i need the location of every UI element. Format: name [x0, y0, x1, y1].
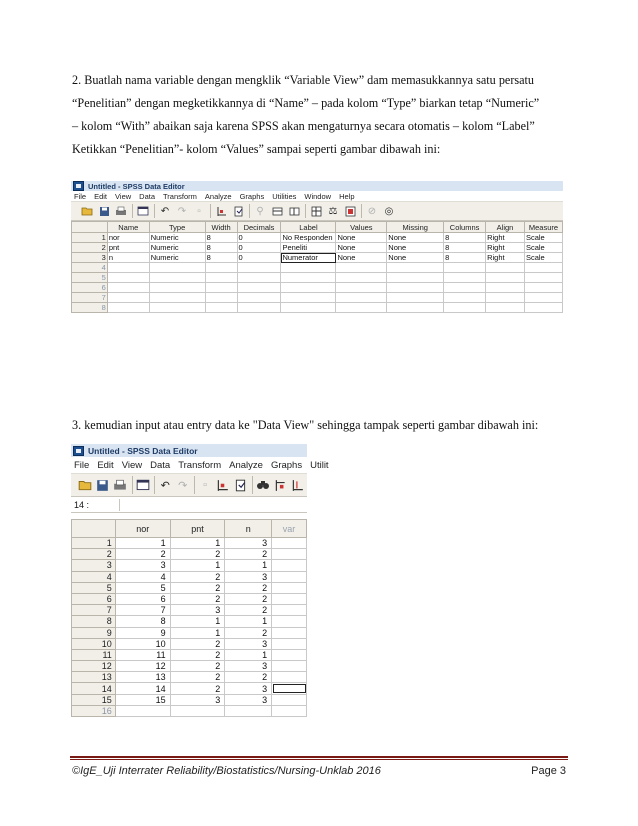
cell-var[interactable]	[272, 627, 307, 638]
spss-app-icon	[73, 446, 84, 456]
spss-app-icon	[73, 181, 84, 191]
toolbar-separator	[132, 204, 133, 218]
data-row	[72, 705, 307, 716]
cell-var[interactable]	[272, 549, 307, 560]
cell-nor[interactable]: 12	[115, 661, 170, 672]
weight-cases-icon[interactable]: ⚖	[328, 205, 338, 217]
cell-columns[interactable]	[444, 283, 486, 293]
grid-header-row	[72, 222, 563, 233]
row-header[interactable]: 4	[72, 571, 116, 582]
cell-decimals[interactable]	[237, 303, 281, 313]
cell-missing[interactable]	[387, 303, 444, 313]
cell-nor[interactable]: 15	[115, 694, 170, 705]
cell-label[interactable]	[281, 283, 336, 293]
row-header[interactable]: 5	[72, 582, 116, 593]
cell-n[interactable]: 3	[225, 661, 272, 672]
cell-n[interactable]: 3	[225, 538, 272, 549]
row-header[interactable]: 5	[72, 273, 108, 283]
use-sets-icon[interactable]: ◎	[384, 205, 394, 217]
cell-align[interactable]	[486, 303, 525, 313]
cell-pnt[interactable]: 3	[170, 694, 225, 705]
cell-label[interactable]	[281, 303, 336, 313]
cell-label[interactable]: No Responden	[281, 233, 336, 243]
cell-missing[interactable]: None	[387, 233, 444, 243]
cell-n[interactable]: 2	[225, 627, 272, 638]
menu-data[interactable]: Data	[139, 191, 155, 201]
toolbar-separator	[305, 204, 306, 218]
cell-n[interactable]: 3	[225, 683, 272, 694]
row-header[interactable]: 7	[72, 293, 108, 303]
cell-nor[interactable]: 9	[115, 627, 170, 638]
variable-row	[72, 283, 563, 293]
menu-window[interactable]: Window	[304, 191, 332, 201]
toolbar-separator	[361, 204, 362, 218]
print-icon[interactable]	[112, 476, 129, 495]
cell-measure[interactable]: Scale	[524, 253, 562, 263]
cell-nor[interactable]: 11	[115, 649, 170, 660]
menu-utilities[interactable]: Utilit	[310, 459, 329, 471]
cell-nor[interactable]: 7	[115, 605, 170, 616]
cell-columns[interactable]: 8	[444, 253, 486, 263]
cell-align[interactable]: Right	[486, 233, 525, 243]
cell-var[interactable]	[272, 571, 307, 582]
cell-name[interactable]: nor	[107, 233, 149, 243]
save-icon[interactable]	[95, 476, 112, 495]
data-row	[72, 627, 307, 638]
goto-chart-icon[interactable]: ▫	[197, 205, 201, 217]
row-header[interactable]: 10	[72, 638, 116, 649]
find-icon[interactable]	[254, 476, 271, 495]
cell-width[interactable]	[205, 303, 237, 313]
variables-icon[interactable]	[232, 476, 249, 495]
cell-name[interactable]	[107, 263, 149, 273]
cell-width[interactable]	[205, 263, 237, 273]
toolbar-separator	[252, 476, 253, 494]
menu-file[interactable]: File	[74, 191, 87, 201]
cell-pnt[interactable]: 2	[170, 661, 225, 672]
cell-n[interactable]: 2	[225, 605, 272, 616]
cell-measure[interactable]	[524, 283, 562, 293]
cell-values[interactable]	[336, 283, 387, 293]
column-header-n[interactable]: n	[225, 520, 272, 538]
data-row	[72, 661, 307, 672]
cell-decimals[interactable]	[237, 263, 281, 273]
cell-var[interactable]	[272, 616, 307, 627]
toolbar	[71, 201, 563, 221]
cell-nor[interactable]: 1	[115, 538, 170, 549]
cell-values[interactable]	[336, 273, 387, 283]
variable-row	[72, 233, 563, 243]
data-row	[72, 549, 307, 560]
cell-measure[interactable]	[524, 263, 562, 273]
cell-width[interactable]	[205, 283, 237, 293]
cell-measure[interactable]: Scale	[524, 243, 562, 253]
column-header-nor[interactable]: nor	[115, 520, 170, 538]
cell-label[interactable]: Numerator	[281, 253, 336, 263]
cell-columns[interactable]	[444, 263, 486, 273]
variable-row	[72, 273, 563, 283]
cell-pnt[interactable]: 2	[170, 649, 225, 660]
cell-pnt[interactable]: 1	[170, 560, 225, 571]
cell-pnt[interactable]: 2	[170, 638, 225, 649]
cell-missing[interactable]	[387, 293, 444, 303]
cell-values[interactable]: None	[336, 243, 387, 253]
data-row	[72, 538, 307, 549]
cell-n[interactable]: 1	[225, 616, 272, 627]
row-header[interactable]: 14	[72, 683, 116, 694]
cell-type[interactable]: Numeric	[149, 253, 205, 263]
column-header-var[interactable]: var	[272, 520, 307, 538]
cell-var[interactable]	[272, 694, 307, 705]
cell-name[interactable]	[107, 293, 149, 303]
row-header[interactable]: 2	[72, 549, 116, 560]
footer-rule-thick	[70, 756, 568, 758]
column-header-columns[interactable]: Columns	[444, 222, 486, 233]
paragraph-line: Ketikkan “Penelitian”- kolom “Values” sampai seperti gambar dibawah ini:	[72, 142, 441, 156]
cell-name[interactable]	[107, 303, 149, 313]
menu-graphs[interactable]: Graphs	[270, 459, 303, 471]
cell-missing[interactable]: None	[387, 243, 444, 253]
page-number: Page 3	[531, 765, 566, 777]
cell-n[interactable]: 1	[225, 560, 272, 571]
find-icon[interactable]: ⚲	[256, 205, 264, 217]
variable-row	[72, 293, 563, 303]
cell-nor[interactable]: 13	[115, 672, 170, 683]
column-header-align[interactable]: Align	[486, 222, 525, 233]
cell-values[interactable]: None	[336, 253, 387, 263]
cell-pnt[interactable]: 2	[170, 672, 225, 683]
cell-nor[interactable]: 4	[115, 571, 170, 582]
variable-row	[72, 303, 563, 313]
toolbar-separator	[132, 476, 133, 494]
cell-var[interactable]	[272, 683, 307, 694]
cell-label[interactable]	[281, 273, 336, 283]
variable-row	[72, 253, 563, 263]
cell-decimals[interactable]	[237, 273, 281, 283]
toolbar-separator	[154, 476, 155, 494]
cell-n[interactable]: 2	[225, 672, 272, 683]
cell-measure[interactable]	[524, 293, 562, 303]
grid-header-row	[72, 520, 307, 538]
row-header[interactable]: 13	[72, 672, 116, 683]
print-icon[interactable]	[113, 203, 129, 219]
cell-missing[interactable]	[387, 273, 444, 283]
cell-align[interactable]: Right	[486, 253, 525, 263]
column-header-type[interactable]: Type	[149, 222, 205, 233]
instruction-paragraph-3	[72, 414, 572, 437]
undo-icon[interactable]: ↶	[160, 205, 170, 217]
column-header-label[interactable]: Label	[281, 222, 336, 233]
cell-nor[interactable]: 2	[115, 549, 170, 560]
data-row	[72, 582, 307, 593]
data-row	[72, 616, 307, 627]
cell-columns[interactable]	[444, 273, 486, 283]
cell-width[interactable]: 8	[205, 243, 237, 253]
paragraph-line: – kolom “With” abaikan saja karena SPSS akan mengaturnya secara otomatis – kolom “Label”	[72, 119, 535, 133]
cell-missing[interactable]: None	[387, 253, 444, 263]
cell-width[interactable]: 8	[205, 253, 237, 263]
cell-reference-label: 14 :	[74, 499, 90, 510]
cell-pnt[interactable]	[170, 705, 225, 716]
cell-n[interactable]: 1	[225, 649, 272, 660]
column-header-pnt[interactable]: pnt	[170, 520, 225, 538]
cell-columns[interactable]: 8	[444, 243, 486, 253]
cell-align[interactable]	[486, 263, 525, 273]
cell-n[interactable]: 2	[225, 582, 272, 593]
goto-chart-icon[interactable]: ▫	[203, 479, 208, 491]
toolbar	[71, 473, 307, 497]
cell-nor[interactable]: 6	[115, 593, 170, 604]
redo-icon[interactable]: ↷	[177, 205, 187, 217]
open-icon[interactable]	[77, 476, 94, 495]
row-header[interactable]: 3	[72, 253, 108, 263]
row-header[interactable]: 6	[72, 593, 116, 604]
row-header[interactable]: 9	[72, 627, 116, 638]
toolbar-separator	[154, 204, 155, 218]
cell-var[interactable]	[272, 560, 307, 571]
cell-label[interactable]: Peneliti	[281, 243, 336, 253]
cell-name[interactable]	[107, 283, 149, 293]
cell-var[interactable]	[272, 705, 307, 716]
cell-align[interactable]	[486, 273, 525, 283]
cell-n[interactable]: 3	[225, 694, 272, 705]
data-row	[72, 605, 307, 616]
cell-name[interactable]: pnt	[107, 243, 149, 253]
value-labels-icon[interactable]: ⊘	[367, 205, 377, 217]
data-row	[72, 649, 307, 660]
insert-variable-icon[interactable]	[289, 476, 306, 495]
cell-align[interactable]: Right	[486, 243, 525, 253]
cell-var[interactable]	[272, 605, 307, 616]
cell-n[interactable]: 3	[225, 571, 272, 582]
toolbar-separator	[249, 204, 250, 218]
cell-pnt[interactable]: 2	[170, 571, 225, 582]
menu-bar	[71, 191, 563, 201]
cell-pnt[interactable]: 2	[170, 582, 225, 593]
row-header[interactable]: 3	[72, 560, 116, 571]
dialog-recall-icon[interactable]	[135, 476, 152, 495]
cell-type[interactable]	[149, 303, 205, 313]
spss-variable-view-window	[71, 181, 563, 322]
cell-n[interactable]: 2	[225, 549, 272, 560]
goto-case-icon[interactable]	[213, 203, 229, 219]
cell-align[interactable]	[486, 283, 525, 293]
cell-var[interactable]	[272, 638, 307, 649]
row-header[interactable]: 7	[72, 605, 116, 616]
cell-width[interactable]: 8	[205, 233, 237, 243]
cell-n[interactable]: 3	[225, 638, 272, 649]
cell-type[interactable]: Numeric	[149, 243, 205, 253]
window-title: Untitled - SPSS Data Editor	[88, 445, 198, 456]
menu-help[interactable]: Help	[339, 191, 355, 201]
row-header[interactable]: 2	[72, 243, 108, 253]
menu-edit[interactable]: Edit	[97, 459, 114, 471]
variable-view-grid	[71, 221, 563, 313]
row-header[interactable]: 8	[72, 303, 108, 313]
paragraph-line: “Penelitian” dengan megketikkannya di “Name” – pada kolom “Type” biarkan tetap “Numeric”	[72, 96, 540, 110]
toolbar-separator	[210, 204, 211, 218]
variable-row	[72, 263, 563, 273]
cell-pnt[interactable]: 1	[170, 616, 225, 627]
cell-decimals[interactable]: 0	[237, 243, 281, 253]
cell-var[interactable]	[272, 672, 307, 683]
menu-view[interactable]: View	[121, 459, 143, 471]
cell-nor[interactable]	[115, 705, 170, 716]
cell-align[interactable]	[486, 293, 525, 303]
cell-name[interactable]	[107, 273, 149, 283]
menu-data[interactable]: Data	[150, 459, 171, 471]
cell-pnt[interactable]: 2	[170, 593, 225, 604]
row-header[interactable]: 16	[72, 705, 116, 716]
cell-type[interactable]	[149, 293, 205, 303]
footer-rule-thin	[70, 759, 568, 760]
open-icon[interactable]	[79, 203, 95, 219]
cell-nor[interactable]: 14	[115, 683, 170, 694]
menu-view[interactable]: View	[115, 191, 132, 201]
row-header[interactable]: 15	[72, 694, 116, 705]
spss-data-view-window	[71, 444, 329, 739]
cell-label[interactable]	[281, 263, 336, 273]
data-row	[72, 593, 307, 604]
dialog-recall-icon[interactable]	[135, 203, 151, 219]
cell-pnt[interactable]: 1	[170, 538, 225, 549]
cell-editor-field[interactable]	[119, 499, 307, 511]
paragraph-line: 2. Buatlah nama variable dengan mengklik “Variable View” dam memasukkannya satu persatu	[72, 73, 535, 87]
cell-nor[interactable]: 3	[115, 560, 170, 571]
variable-row	[72, 243, 563, 253]
menu-transform[interactable]: Transform	[163, 191, 197, 201]
window-title: Untitled - SPSS Data Editor	[88, 181, 185, 191]
data-row	[72, 560, 307, 571]
column-header-values[interactable]: Values	[336, 222, 387, 233]
cell-decimals[interactable]	[237, 283, 281, 293]
cell-var[interactable]	[272, 661, 307, 672]
toolbar-separator	[194, 476, 195, 494]
row-header[interactable]: 1	[72, 538, 116, 549]
cell-nor[interactable]: 8	[115, 616, 170, 627]
window-titlebar	[71, 181, 563, 191]
data-row	[72, 694, 307, 705]
cell-pnt[interactable]: 3	[170, 605, 225, 616]
cell-width[interactable]	[205, 273, 237, 283]
cell-measure[interactable]	[524, 273, 562, 283]
cell-columns[interactable]	[444, 303, 486, 313]
cell-n[interactable]: 2	[225, 593, 272, 604]
menu-graphs[interactable]: Graphs	[239, 191, 265, 201]
cell-values[interactable]: None	[336, 233, 387, 243]
data-row	[72, 638, 307, 649]
cell-n[interactable]	[225, 705, 272, 716]
data-row	[72, 672, 307, 683]
split-file-icon[interactable]	[308, 203, 324, 219]
row-header[interactable]: 12	[72, 661, 116, 672]
corner-cell[interactable]	[72, 222, 108, 233]
cell-pnt[interactable]: 2	[170, 549, 225, 560]
cell-decimals[interactable]: 0	[237, 253, 281, 263]
column-header-decimals[interactable]: Decimals	[237, 222, 281, 233]
variables-icon[interactable]	[230, 203, 246, 219]
cell-width[interactable]	[205, 293, 237, 303]
cell-name[interactable]: n	[107, 253, 149, 263]
column-header-measure[interactable]: Measure	[524, 222, 562, 233]
cell-values[interactable]	[336, 263, 387, 273]
cell-type[interactable]	[149, 263, 205, 273]
cell-pnt[interactable]: 1	[170, 627, 225, 638]
cell-type[interactable]	[149, 273, 205, 283]
cell-var[interactable]	[272, 538, 307, 549]
data-row	[72, 571, 307, 582]
data-row	[72, 683, 307, 694]
menu-bar	[71, 457, 329, 473]
cell-reference-bar	[71, 497, 307, 513]
insert-cases-icon[interactable]	[272, 476, 289, 495]
cell-type[interactable]: Numeric	[149, 233, 205, 243]
cell-nor[interactable]: 5	[115, 582, 170, 593]
cell-label[interactable]	[281, 293, 336, 303]
cell-values[interactable]	[336, 303, 387, 313]
cell-var[interactable]	[272, 649, 307, 660]
cell-missing[interactable]	[387, 263, 444, 273]
menu-transform[interactable]: Transform	[178, 459, 222, 471]
cell-var[interactable]	[272, 582, 307, 593]
column-header-width[interactable]: Width	[205, 222, 237, 233]
footer-copyright: ©IgE_Uji Interrater Reliability/Biostatistics/Nursing-Unklab 2016	[72, 765, 381, 777]
row-header[interactable]: 4	[72, 263, 108, 273]
column-header-name[interactable]: Name	[107, 222, 149, 233]
cell-columns[interactable]: 8	[444, 233, 486, 243]
cell-pnt[interactable]: 2	[170, 683, 225, 694]
goto-case-icon[interactable]	[214, 476, 231, 495]
cell-decimals[interactable]	[237, 293, 281, 303]
window-titlebar	[71, 444, 307, 457]
menu-utilities[interactable]: Utilities	[272, 191, 297, 201]
redo-icon[interactable]: ↷	[178, 479, 188, 492]
cell-measure[interactable]: Scale	[524, 233, 562, 243]
column-header-missing[interactable]: Missing	[387, 222, 444, 233]
select-cases-icon[interactable]	[342, 203, 358, 219]
row-header[interactable]: 8	[72, 616, 116, 627]
instruction-paragraph-2	[72, 69, 572, 161]
row-header[interactable]: 1	[72, 233, 108, 243]
data-view-grid	[71, 519, 307, 717]
row-header[interactable]: 11	[72, 649, 116, 660]
corner-cell[interactable]	[72, 520, 116, 538]
menu-file[interactable]: File	[74, 459, 90, 471]
save-icon[interactable]	[96, 203, 112, 219]
insert-variable-icon[interactable]	[286, 203, 302, 219]
cell-type[interactable]	[149, 283, 205, 293]
cell-var[interactable]	[272, 593, 307, 604]
cell-missing[interactable]	[387, 283, 444, 293]
menu-analyze[interactable]: Analyze	[204, 191, 232, 201]
cell-nor[interactable]: 10	[115, 638, 170, 649]
paragraph-line: 3. kemudian input atau entry data ke "Data View" sehingga tampak seperti gambar dibawah ini:	[72, 418, 539, 432]
cell-decimals[interactable]: 0	[237, 233, 281, 243]
cell-values[interactable]	[336, 293, 387, 303]
insert-cases-icon[interactable]	[269, 203, 285, 219]
menu-analyze[interactable]: Analyze	[229, 459, 263, 471]
menu-edit[interactable]: Edit	[94, 191, 108, 201]
cell-measure[interactable]	[524, 303, 562, 313]
cell-columns[interactable]	[444, 293, 486, 303]
undo-icon[interactable]: ↶	[160, 479, 170, 492]
row-header[interactable]: 6	[72, 283, 108, 293]
